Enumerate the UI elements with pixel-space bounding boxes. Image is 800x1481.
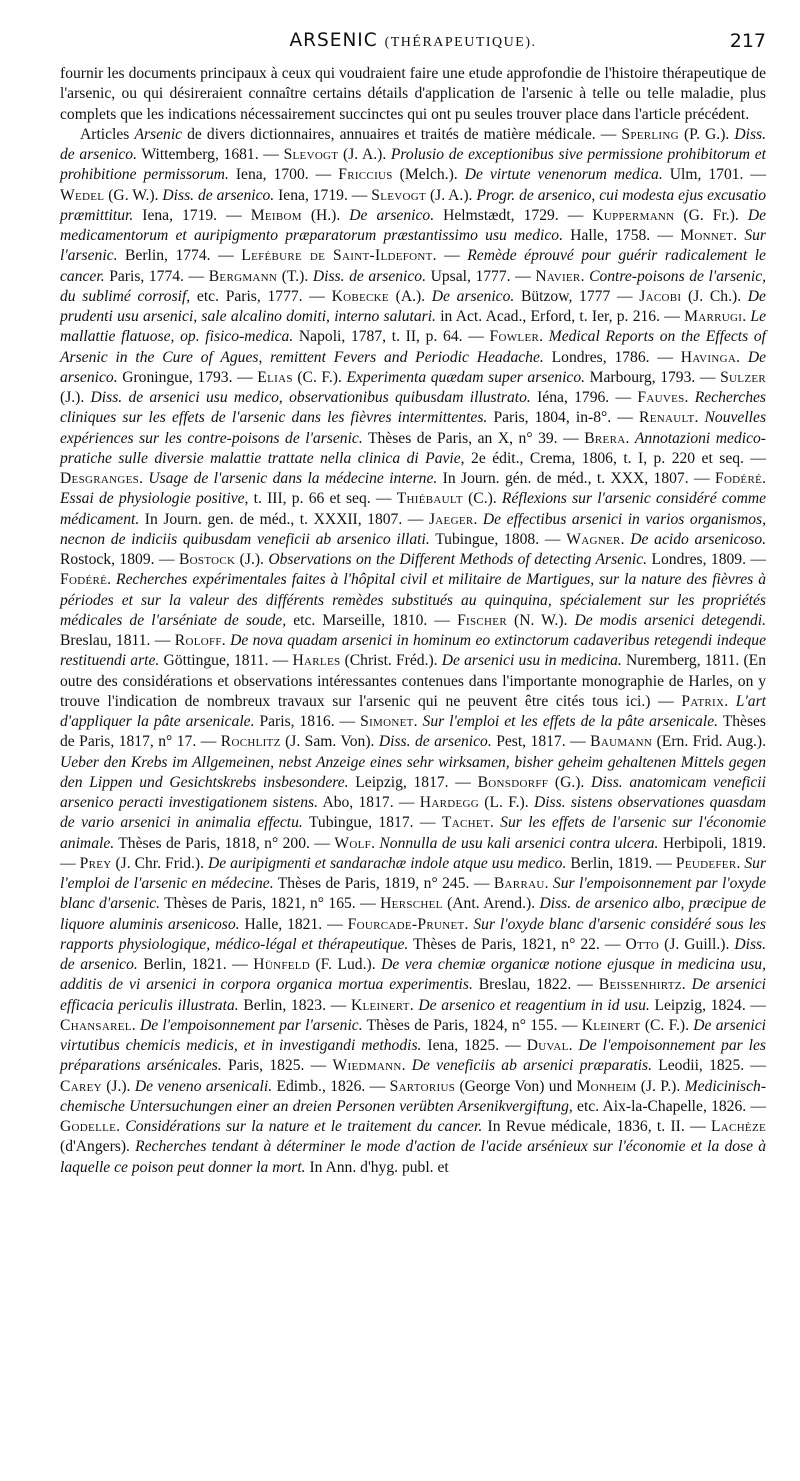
bib-author: Herschel [380, 895, 443, 913]
bib-title: Sur l'emploi de l'arsenic en médecine. [60, 854, 767, 892]
bib-imprint: Thèses de Paris, 1819, n° 245. — [273, 875, 494, 892]
bib-text: . [473, 510, 483, 528]
bib-imprint: etc. Marseille, 1810. — [286, 611, 458, 629]
bib-author: Fowler [489, 328, 540, 346]
bib-text: (J. A.). [426, 186, 477, 204]
bib-author: Havinga [680, 348, 737, 366]
bib-title: Sur l'arsenic. [60, 227, 766, 265]
bib-author: Slevogt [283, 146, 339, 163]
bib-text: . [544, 875, 553, 892]
running-title [60, 30, 766, 51]
bib-imprint: In Journ. gen. de méd., t. XXXII, 1807. — [139, 510, 429, 528]
bib-text: . [694, 409, 705, 427]
bib-text: . [620, 530, 631, 548]
bib-text: (P. G.). [678, 125, 735, 143]
bib-imprint: Paris, 1825. — [221, 1057, 333, 1075]
bib-text: (d'Angers). [60, 1138, 136, 1156]
running-title-subtitle: (THÉRAPEUTIQUE). [384, 35, 537, 50]
bib-title: Considérations sur la nature et le traitement du cancer. [125, 1118, 483, 1135]
bib-author: Sperling [621, 125, 679, 143]
bib-title: Nouvelles expériences sur les contre-poisons de l'arsenic. [60, 409, 767, 447]
bib-imprint: Groningue, 1793. — [117, 368, 258, 386]
bib-text: (George Von) und [455, 1077, 577, 1095]
bib-text: . [409, 996, 419, 1014]
bib-author: Kleinert [350, 996, 410, 1014]
bib-imprint: Thèses de Paris, 1818, n° 200. — [114, 834, 335, 852]
bib-imprint: Berlin, 1819. — [566, 854, 676, 872]
bib-title: De veneficiis ab arsenici præparatis. [411, 1057, 652, 1075]
bib-title: Réflexions sur l'arsenic considéré comme médicament. [60, 490, 767, 528]
bib-author: Friccius [338, 166, 393, 184]
bib-text: . [724, 692, 736, 710]
bib-title: De arsenici usu in medicina. [441, 652, 622, 670]
bib-title: Recherches cliniques sur les effets de l'arsenic dans les fièvres intermittentes. [60, 389, 766, 427]
bib-title: Diss. de arsenico. [312, 267, 426, 285]
bib-author: Navier [535, 267, 581, 285]
bib-title: De veneno arsenicali. [134, 1077, 273, 1095]
bib-text: . [489, 814, 501, 832]
bib-text: (N. W.). [506, 611, 575, 629]
bib-text: . [401, 1057, 412, 1075]
bib-author: Chansarel [60, 1016, 132, 1034]
bib-title: Recherches expérimentales faites à l'hôpital civil et militaire de Martigues, sur la nature des fièvres à périodes et sur la valeur des différents remèdes substitués au quinquina, spécialement sur les propriétés médicales de l'arséniate de soude, [60, 571, 766, 629]
bib-imprint: Iena, 1719. — [133, 206, 251, 224]
bib-title: Progr. de arsenico, cui modesta ejus excusatio præmittitur. [60, 186, 766, 224]
bib-text: (F. Lud.). [310, 956, 382, 973]
bib-imprint: Ulm, 1701. — [662, 166, 767, 184]
bib-imprint: Rostock, 1809. — [60, 551, 179, 568]
bib-author: Patrix [681, 692, 725, 710]
bib-imprint: de divers dictionnaires, annuaires et traités de matière médicale. — [182, 125, 622, 143]
bib-text: . [736, 348, 748, 366]
bib-author: Sulzer [720, 368, 766, 386]
bib-text: . [371, 834, 380, 852]
bib-author: Fauves [637, 389, 685, 406]
bib-author: Hardegg [419, 794, 479, 811]
bib-text: (J. A.). [338, 146, 391, 163]
bib-title: Diss. de arsenico albo, præcipue de liquore aluminis arsenicoso. [60, 895, 767, 933]
bib-author: Kuppermann [592, 206, 675, 224]
bib-author: Sartorius [389, 1077, 456, 1095]
bib-text: (G. Fr.). [674, 206, 748, 224]
bib-imprint: Abo, 1817. — [318, 794, 420, 811]
bib-title: De arsenico. [431, 287, 515, 305]
bib-title: De acido arsenicoso. [630, 530, 767, 548]
bib-author: Carey [60, 1077, 102, 1095]
bib-title: Annotazioni medico-pratiche sulle diversie malattie trattate nella clinica di Pavie, [60, 429, 767, 467]
bib-text: . — [432, 247, 468, 265]
bib-imprint: Berlin, 1774. — [117, 247, 242, 265]
bib-title: Medical Reports on the Effects of Arsenic in the Cure of Agues, remittent Fevers and Periodic Headache. [60, 328, 767, 366]
bib-title: De auripigmenti et sandarachæ indole atque usu medico. [208, 854, 567, 872]
bib-author: Elias [257, 368, 293, 386]
bib-title: De vera chemiæ organicæ notione ejusque in medicina usu, additis de vi arsenici in corpora organica mortua experimentis. [60, 956, 766, 994]
bib-imprint: Iéna, 1796. — [530, 389, 638, 406]
body-text [60, 64, 766, 1178]
bib-author: Lachèze [710, 1118, 766, 1135]
bib-title: Essai de physiologie positive, [60, 490, 249, 508]
bib-text: (J.). [60, 389, 91, 406]
bib-title: De arsenici efficacia periculis illustrata. [60, 976, 766, 1014]
bib-author: Monnet [680, 227, 734, 244]
bib-author: Baumann [590, 733, 653, 751]
bib-imprint: in Act. Acad., Erford, t. Ier, p. 216. — [435, 308, 685, 325]
bib-author: Jacobi [639, 287, 682, 305]
bib-title: Ueber den Krebs im Allgemeinen, nebst Anzeige eines sehr wirksamen, bisher geheim gehaltenen Mittels gegen den Lippen und Gesichtskrebs insbesondere. [60, 753, 766, 791]
bib-title: Observations on the Different Methods of detecting Arsenic. [268, 551, 648, 568]
bib-text: (C. F.). [292, 368, 347, 386]
bib-imprint: In Ann. d'hyg. publ. et [305, 1158, 449, 1176]
bib-title: Remède éprouvé pour guérir radicalement le cancer. [60, 247, 766, 285]
bib-imprint: Nuremberg, 1811. (En outre des considérations et observations intéressantes contenues dans l'importante monographie de Harles, on y trouve l'indication de nombreux travaux sur l'arsenic qui ne peuvent être cités tous ici.) — [60, 652, 766, 710]
bib-author: Kleinert [581, 1016, 641, 1034]
bib-imprint: etc. Paris, 1777. — [190, 287, 332, 305]
bib-author: Brera [584, 429, 626, 447]
bib-text: (J. P.). [636, 1077, 685, 1095]
bib-text: Articles [80, 125, 135, 143]
bib-imprint: Iena, 1825. — [421, 1037, 527, 1054]
bib-author: Fourcade-Prunet [347, 915, 465, 933]
bib-text: (J. Chr. Frid.). [111, 854, 208, 872]
bib-imprint: Iena, 1719. — [274, 186, 372, 204]
bib-text: . [107, 571, 117, 589]
bib-text: (G. W.). [104, 186, 163, 204]
bib-text: (C. F.). [640, 1016, 694, 1034]
bib-imprint: t. III, p. 66 et seq. — [248, 490, 397, 508]
bib-text: . [762, 470, 767, 487]
bib-text: . [464, 915, 474, 933]
bib-imprint: Paris, 1816. — [254, 713, 361, 730]
bib-imprint: Göttingue, 1811. — [159, 652, 293, 670]
bib-author: Peudefer [675, 854, 737, 872]
bib-title: De arsenico. [349, 206, 435, 224]
bib-author: Hünfeld [253, 956, 311, 973]
bib-author: Barrau [493, 875, 545, 892]
bib-author: Duval [526, 1037, 569, 1054]
bib-text: . [580, 267, 590, 285]
bib-title: Sur l'empoisonnement par l'oxyde blanc d'arsenic. [60, 875, 767, 913]
bib-author: Fodéré [60, 571, 108, 589]
bib-text: . [742, 308, 751, 325]
bib-title: Diss. sistens observationes quasdam de vario arsenici in animalia effectu. [60, 794, 766, 832]
bib-text: . [413, 713, 423, 730]
bib-title: De arsenico. [60, 348, 766, 386]
bib-author: Marrugi [684, 308, 743, 325]
bib-author: Jaeger [428, 510, 474, 528]
bib-title: Sur les effets de l'arsenic sur l'économie animale. [60, 814, 766, 852]
bib-author: Lefébure de Saint-Ildefont [241, 247, 433, 265]
bib-imprint: Tubingue, 1808. — [429, 530, 567, 548]
bib-author: Rochlitz [220, 733, 281, 751]
bib-imprint: In Journ. gén. de méd., t. XXX, 1807. — [437, 470, 715, 487]
bib-imprint: 2e édit., Crema, 1806, t. I, p. 220 et seq. — [464, 449, 766, 467]
bib-title: De arsenico et reagentium in id usu. [418, 996, 650, 1014]
bib-imprint: Paris, 1774. — [104, 267, 209, 285]
bib-imprint: Halle, 1821. — [239, 915, 348, 933]
bib-title: Le mallattie flatuose, op. fisico-medica. [60, 308, 767, 346]
bib-text: . [625, 429, 635, 447]
bib-text: (C.). [462, 490, 502, 508]
bib-text: . [131, 1016, 140, 1034]
bib-title: L'art d'appliquer la pâte arsenicale. [60, 692, 767, 730]
bib-title: Diss. de arsenico. [60, 125, 766, 163]
bib-title: De nova quadam arsenici in hominum eo extinctorum cadaveribus retegendi indeque restituendi arte. [60, 632, 766, 670]
bib-author: Harles [292, 652, 341, 670]
bib-title: Contre-poisons de l'arsenic, du sublimé corrosif, [60, 267, 767, 305]
bib-imprint: Leodii, 1825. — [651, 1057, 767, 1075]
bib-text: . [733, 227, 745, 244]
bib-imprint: In Revue médicale, 1836, t. II. — [482, 1118, 711, 1135]
bib-imprint: Breslau, 1822. — [472, 976, 599, 994]
bib-author: Fodéré [714, 470, 763, 487]
bib-author: Desgranges [60, 470, 140, 487]
bib-author: Monheim [576, 1077, 637, 1095]
bib-title: Diss. de arsenico. [60, 935, 766, 973]
intro-paragraph: fournir les documents principaux à ceux qui voudraient faire une etude approfondie de l'histoire thérapeutique de l'arsenic, ou qui désireraient connaître certains détails d'application de l'arsenic à telle ou telle maladie, plus complets que les indications nécessairement succinctes qui ont pu seules trouver place dans l'article précédent. [60, 65, 766, 123]
bib-title: Medicinisch-chemische Untersuchungen einer an dreien Personen verübten Arsenikvergiftung, [60, 1077, 767, 1115]
bib-imprint: Thèses de Paris, 1821, n° 165. — [160, 895, 381, 913]
bib-title: Diss. de arsenici usu medico, observationibus quibusdam illustrato. [90, 389, 531, 406]
bib-imprint: Paris, 1804, in-8°. — [487, 409, 639, 427]
bib-title: De effectibus arsenici in varios organismos, necnon de indiciis quibusdam veneficii ab arsenico illati. [60, 510, 767, 548]
bib-text: (Christ. Fréd.). [340, 652, 442, 670]
bib-author: Prey [79, 854, 112, 872]
bib-author: Kobecke [331, 287, 389, 305]
bib-text: (J. Sam. Von). [280, 733, 379, 751]
bib-text: . [568, 1037, 579, 1054]
bib-author: Simonet [360, 713, 414, 730]
bib-text: (H.). [301, 206, 350, 224]
bib-text: (J. Guill.). [659, 935, 735, 953]
bib-title: Recherches tendant à déterminer le mode d'action de l'acide arsénieux sur l'économie et la dose à laquelle ce poison peut donner la mort. [60, 1138, 767, 1176]
bib-title: Usage de l'arsenic dans la médecine interne. [148, 470, 438, 487]
bib-imprint: Leipzig, 1817. — [348, 773, 478, 791]
bib-author: Bostock [178, 551, 236, 568]
bib-imprint: Bützow, 1777 — [514, 287, 640, 305]
bib-imprint: Leipzig, 1824. — [649, 996, 767, 1014]
bib-imprint: Thèses de Paris, 1821, n° 22. — [408, 935, 626, 953]
bib-text: (A.). [388, 287, 432, 305]
bib-title: Sur l'emploi et les effets de la pâte arsenicale. [422, 713, 719, 730]
bib-title: Arsenic [134, 125, 183, 143]
bib-text: . [539, 328, 549, 346]
bib-text: . [221, 632, 231, 649]
bib-imprint: Berlin, 1823. — [238, 996, 351, 1014]
bib-author: Bonsdorff [477, 773, 549, 791]
bib-title: Experimenta quædam super arsenico. [346, 368, 586, 386]
bib-title: De l'empoisonnement par l'arsenic. [139, 1016, 363, 1034]
bib-imprint: etc. Aix-la-Chapelle, 1826. — [572, 1097, 766, 1115]
bib-author: Wagner [566, 530, 621, 548]
bib-text: (Melch.). [392, 166, 465, 184]
bib-imprint: Herbipoli, 1819. — [60, 834, 767, 872]
running-head [60, 30, 766, 60]
bib-title: Nonnulla de usu kali arsenici contra ulcera. [379, 834, 659, 852]
bib-imprint: Londres, 1786. — [543, 348, 681, 366]
bib-title: Diss. anatomicam veneficii arsenico peracti investigationem sistens. [60, 773, 766, 811]
bibliography-paragraph [60, 125, 766, 1178]
bib-imprint: Wittemberg, 1681. — [137, 146, 284, 163]
bib-title: Diss. de arsenico. [162, 186, 275, 204]
bib-text: . [116, 1118, 126, 1135]
bib-title: De l'empoisonnement par les préparations arsénicales. [60, 1037, 766, 1075]
bib-text: . [736, 854, 745, 872]
bib-author: Wedel [60, 186, 105, 204]
bib-title: Prolusio de exceptionibus sive permissione prohibitorum et prohibitione permissorum. [60, 146, 766, 184]
bib-imprint: Upsal, 1777. — [426, 267, 536, 285]
bib-text: (L. F.). [479, 794, 534, 811]
bib-text: (G.). [548, 773, 592, 791]
bib-imprint: Edimb., 1826. — [272, 1077, 390, 1095]
bib-author: Fischer [457, 611, 507, 629]
bib-imprint: Marbourg, 1793. — [585, 368, 721, 386]
bib-imprint: Tubingue, 1817. — [302, 814, 442, 832]
bib-author: Wiedmann [332, 1057, 402, 1075]
bib-imprint: Thèses de Paris, 1824, n° 155. — [362, 1016, 582, 1034]
bib-imprint: Berlin, 1821. — [137, 956, 254, 973]
bib-text: (Ern. Frid. Aug.). [652, 733, 767, 751]
bib-title: De modis arsenici detegendi. [574, 611, 766, 629]
bib-author: Beissenhirtz [598, 976, 682, 994]
bib-imprint: Iena, 1700. — [228, 166, 339, 184]
page-number: 217 [729, 30, 766, 52]
bib-text: (J. Ch.). [681, 287, 748, 305]
bib-title: De medicamentorum et auripigmento præparatorum præstantissimo usu medico. [60, 206, 766, 244]
bib-author: Wolf [334, 834, 372, 852]
bib-title: De arsenici virtutibus chemicis medicis, et in investigandi methodis. [60, 1016, 767, 1054]
bib-imprint: Thèses de Paris, 1817, n° 17. — [60, 713, 766, 751]
bib-text: (Ant. Arend.). [442, 895, 540, 913]
bib-text: . [684, 389, 695, 406]
bib-text: . [681, 976, 692, 994]
bib-imprint: Halle, 1758. — [562, 227, 681, 244]
bib-text: (T.). [277, 267, 313, 285]
bib-author: Bergmann [208, 267, 278, 285]
bib-text: . [139, 470, 149, 487]
bib-imprint: Pest, 1817. — [491, 733, 591, 751]
bib-author: Renault [639, 409, 695, 427]
bib-author: Slevogt [371, 186, 427, 204]
bib-author: Tachet [441, 814, 490, 832]
bib-text: (J.). [235, 551, 269, 568]
bib-text: (J.). [101, 1077, 135, 1095]
bib-title: De virtute venenorum medica. [464, 166, 663, 184]
bib-title: Diss. de arsenico. [378, 733, 492, 751]
bib-imprint: Helmstædt, 1729. — [434, 206, 593, 224]
running-title-main: ARSENIC [289, 30, 378, 51]
bib-title: Sur l'oxyde blanc d'arsenic considéré sous les rapports physiologique, médico-légal et thérapeutique. [60, 915, 767, 953]
bib-author: Roloff [174, 632, 222, 649]
bib-title: De prudenti usu arsenici, sale alcalino domiti, interno salutari. [60, 287, 766, 325]
bib-author: Godelle [60, 1118, 117, 1135]
bib-imprint: Breslau, 1811. — [60, 632, 175, 649]
bib-author: Thiébault [396, 490, 463, 508]
bib-imprint: Thèses de Paris, an X, n° 39. — [362, 429, 585, 447]
bib-imprint: Londres, 1809. — [647, 551, 766, 568]
bib-author: Meibom [250, 206, 302, 224]
bib-imprint: Napoli, 1787, t. II, p. 64. — [293, 328, 490, 346]
bib-author: Otto [625, 935, 660, 953]
